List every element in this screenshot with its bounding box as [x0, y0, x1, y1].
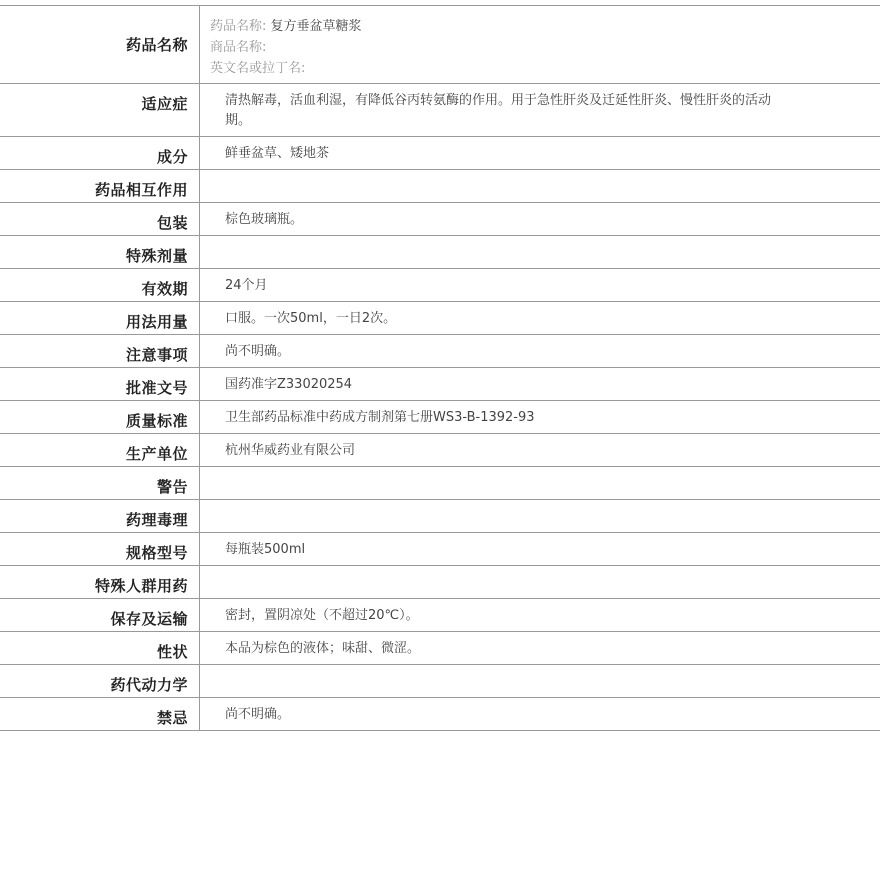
approval-number-row — [0, 368, 880, 401]
warning-row — [0, 467, 880, 500]
drug-name-label: 药品名称 — [0, 6, 200, 83]
row-label: 警告 — [0, 467, 200, 499]
row-label: 适应症 — [0, 84, 200, 136]
row-value: 尚不明确。 — [225, 707, 291, 722]
shelf-life-row — [0, 269, 880, 302]
row-label: 包装 — [0, 203, 200, 235]
row-label: 生产单位 — [0, 434, 200, 466]
row-label: 用法用量 — [0, 302, 200, 334]
row-value: 24个月 — [225, 278, 268, 293]
row-value: 清热解毒，活血利湿，有降低谷丙转氨酶的作用。用于急性肝炎及迁延性肝炎、慢性肝炎的活动期。 — [225, 93, 772, 128]
row-value: 口服。一次50ml，一日2次。 — [225, 311, 397, 326]
row-label: 特殊人群用药 — [0, 566, 200, 598]
special-populations-row — [0, 566, 880, 599]
row-label: 特殊剂量 — [0, 236, 200, 268]
storage-row — [0, 599, 880, 632]
row-value — [200, 665, 880, 697]
quality-standard-row — [0, 401, 880, 434]
appearance-row — [0, 632, 880, 665]
pharmacokinetics-row — [0, 665, 880, 698]
pharmacology-row — [0, 500, 880, 533]
row-label: 药品相互作用 — [0, 170, 200, 202]
trade-name-line — [210, 37, 880, 58]
row-label: 批准文号 — [0, 368, 200, 400]
row-value — [200, 236, 880, 268]
special-dosage-row — [0, 236, 880, 269]
row-label: 有效期 — [0, 269, 200, 301]
row-label: 禁忌 — [0, 698, 200, 730]
drug-name-row — [0, 6, 880, 84]
packaging-row — [0, 203, 880, 236]
row-value: 国药准字Z33020254 — [225, 377, 353, 392]
row-label: 保存及运输 — [0, 599, 200, 631]
specification-row — [0, 533, 880, 566]
row-label: 药理毒理 — [0, 500, 200, 532]
latin-name-key: 英文名或拉丁名: — [210, 61, 306, 76]
row-value: 本品为棕色的液体；味甜、微涩。 — [225, 641, 421, 656]
row-label: 质量标准 — [0, 401, 200, 433]
row-value — [200, 170, 880, 202]
generic-name-value: 复方垂盆草糖浆 — [270, 19, 362, 34]
row-label: 性状 — [0, 632, 200, 664]
row-value: 每瓶装500ml — [225, 542, 306, 557]
generic-name-key: 药品名称: — [210, 19, 267, 34]
row-value: 密封，置阴凉处（不超过20℃）。 — [225, 608, 419, 623]
drug-name-values — [200, 6, 880, 83]
manufacturer-row — [0, 434, 880, 467]
row-value — [200, 500, 880, 532]
row-value — [200, 566, 880, 598]
drug-info-table — [0, 5, 880, 731]
interactions-row — [0, 170, 880, 203]
row-value: 尚不明确。 — [225, 344, 291, 359]
trade-name-key: 商品名称: — [210, 40, 267, 55]
row-value: 卫生部药品标准中药成方制剂第七册WS3-B-1392-93 — [225, 410, 535, 425]
contraindications-row — [0, 698, 880, 731]
row-value — [200, 467, 880, 499]
row-value: 杭州华威药业有限公司 — [225, 443, 356, 458]
precautions-row — [0, 335, 880, 368]
row-value: 鲜垂盆草、矮地茶 — [225, 146, 330, 161]
row-label: 注意事项 — [0, 335, 200, 367]
usage-row — [0, 302, 880, 335]
indication-row — [0, 84, 880, 137]
latin-name-line — [210, 58, 880, 79]
row-value: 棕色玻璃瓶。 — [225, 212, 304, 227]
row-label: 成分 — [0, 137, 200, 169]
ingredients-row — [0, 137, 880, 170]
generic-name-line — [210, 16, 880, 37]
row-label: 药代动力学 — [0, 665, 200, 697]
row-label: 规格型号 — [0, 533, 200, 565]
